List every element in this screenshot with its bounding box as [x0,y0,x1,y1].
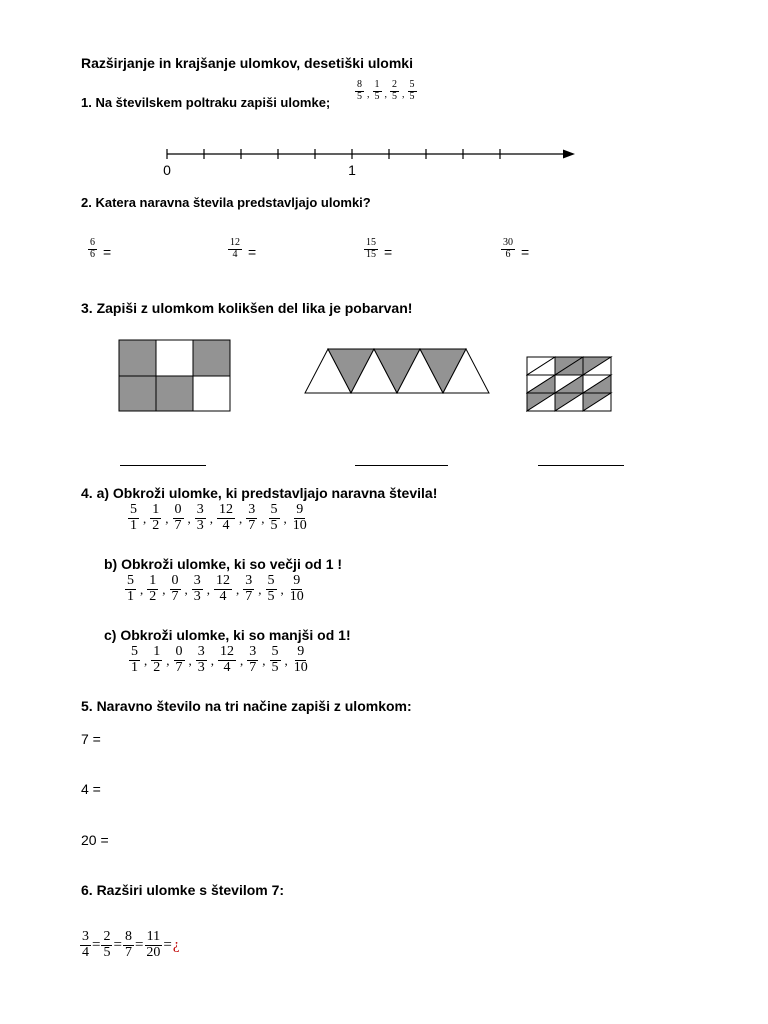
q3-answer-blank-3[interactable] [538,465,624,466]
q1-label: 1. Na številskem poltraku zapiši ulomke; [81,95,331,110]
fraction[interactable]: $\frac{5}{5}$ [267,573,275,604]
q2-label: 2. Katera naravna števila predstavljajo ulomki? [81,195,371,210]
fraction[interactable]: $\frac{5}{1}$ [131,644,138,675]
fraction: $\frac{2}{5}$ [103,929,111,960]
q1-fraction-1: $\frac{8}{5}$ [357,79,362,102]
fraction[interactable]: $\frac{3}{3}$ [193,573,201,604]
fraction[interactable]: $\frac{1}{2}$ [152,502,160,533]
q2-item-3: $\frac{15}{15}$ = [366,237,393,260]
q4a-fraction-list: $\frac{5}{1}$ , $\frac{1}{2}$ , $\frac{0}{7}$ , $\frac{3}{3}$ , $\frac{12}{4}$ , $\frac{3}{7}$ , $\frac{5}{5}$ , $\frac{9}{10}$ [130,502,307,533]
q3-answer-blank-2[interactable] [355,465,448,466]
fraction[interactable]: $\frac{12}{4}$ [216,573,230,604]
q4b-fraction-list: $\frac{5}{1}$ , $\frac{1}{2}$ , $\frac{0}{7}$ , $\frac{3}{3}$ , $\frac{12}{4}$ , $\frac{3}{7}$ , $\frac{5}{5}$ , $\frac{9}{10}$ [127,573,304,604]
q6-label: 6. Razširi ulomke s številom 7: [81,882,285,898]
q6-expression: $\frac{3}{4}$ = $\frac{2}{5}$ = $\frac{8}{7}$ = $\frac{11}{20}$ = ¿ [82,929,180,960]
fraction[interactable]: $\frac{5}{1}$ [130,502,137,533]
q1-fraction-2: $\frac{1}{5}$ [374,79,380,102]
q4b-label: b) Obkroži ulomke, ki so večji od 1 ! [104,556,343,572]
fraction[interactable]: $\frac{9}{10}$ [292,502,307,533]
q1-fraction-4: $\frac{5}{5}$ [409,79,415,102]
fraction[interactable]: $\frac{0}{7}$ [171,573,179,604]
q2-item-2: $\frac{12}{4}$ = [230,237,257,260]
fraction[interactable]: $\frac{1}{2}$ [149,573,157,604]
fraction[interactable]: $\frac{3}{7}$ [248,502,256,533]
number-line-arrow [563,150,575,159]
fraction[interactable]: $\frac{3}{3}$ [197,644,205,675]
fraction[interactable]: $\frac{0}{7}$ [175,644,183,675]
q4a-label: 4. a) Obkroži ulomke, ki predstavljajo naravna števila! [81,485,438,501]
q5-line-20: 20 = [81,832,109,848]
number-line [155,140,585,180]
fraction[interactable]: $\frac{9}{10}$ [289,573,304,604]
q1-separator: , [384,89,387,100]
q5-label: 5. Naravno število na tri načine zapiši z ulomkom: [81,698,412,714]
shaded-grid-figure [118,339,233,413]
shaded-diagonal-grid [526,356,614,413]
fraction[interactable]: $\frac{9}{10}$ [293,644,308,675]
fraction: $\frac{8}{7}$ [124,929,132,960]
q1-separator: , [367,89,370,100]
q1-fraction-list [355,80,417,102]
fraction[interactable]: $\frac{0}{7}$ [174,502,182,533]
q1-separator: , [402,89,405,100]
q5-line-7: 7 = [81,731,101,747]
axis-label-zero: 0 [163,162,171,178]
fraction[interactable]: $\frac{5}{1}$ [127,573,134,604]
fraction: $\frac{11}{20}$ [146,929,161,960]
fraction[interactable]: $\frac{12}{4}$ [220,644,234,675]
fraction[interactable]: $\frac{5}{5}$ [270,502,278,533]
axis-label-one: 1 [348,162,356,178]
q2-item-1: $\frac{6}{6}$ = [90,237,112,260]
fraction[interactable]: $\frac{5}{5}$ [271,644,279,675]
q4c-fraction-list: $\frac{5}{1}$ , $\frac{1}{2}$ , $\frac{0}{7}$ , $\frac{3}{3}$ , $\frac{12}{4}$ , $\frac{3}{7}$ , $\frac{5}{5}$ , $\frac{9}{10}$ [131,644,308,675]
fraction[interactable]: $\frac{1}{2}$ [153,644,161,675]
page-title: Razširjanje in krajšanje ulomkov, desetiški ulomki [81,55,413,71]
q5-line-4: 4 = [81,781,101,797]
q3-answer-blank-1[interactable] [120,465,206,466]
fraction[interactable]: $\frac{12}{4}$ [219,502,233,533]
question-mark: ¿ [172,936,180,953]
fraction[interactable]: $\frac{3}{7}$ [245,573,253,604]
fraction[interactable]: $\frac{3}{3}$ [196,502,204,533]
q3-label: 3. Zapiši z ulomkom kolikšen del lika je pobarvan! [81,300,413,316]
fraction: $\frac{3}{4}$ [82,929,89,960]
q4c-label: c) Obkroži ulomke, ki so manjši od 1! [104,627,351,643]
fraction[interactable]: $\frac{3}{7}$ [249,644,257,675]
q2-item-4: $\frac{30}{6}$ = [503,237,530,260]
q1-fraction-3: $\frac{2}{5}$ [392,79,397,102]
shaded-triangle-strip [303,347,493,395]
